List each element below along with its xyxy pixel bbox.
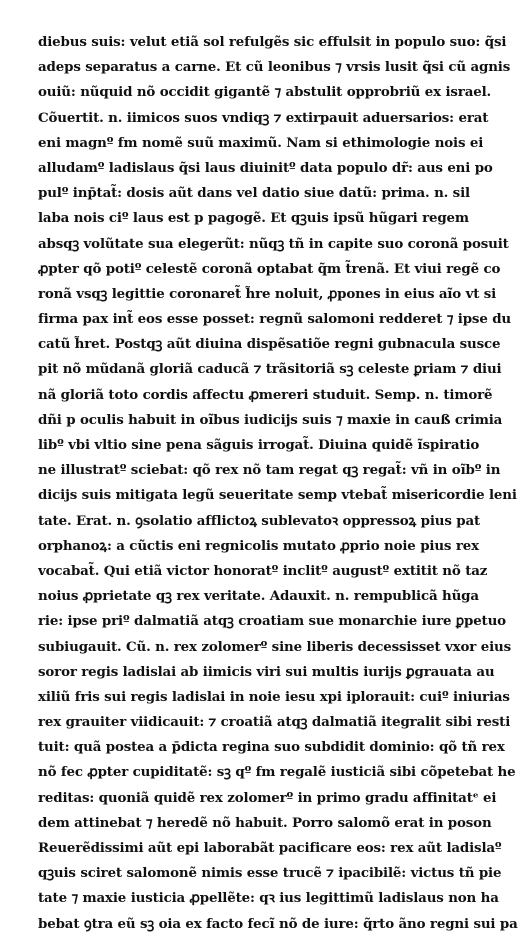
- text-line: absqꝫ volũtate sua elegerũt: nũqꝫ tñ in capite suo coronã posuit: [38, 235, 509, 252]
- text-line: noius ꝓprietate qꝫ rex veritate. Adauxit. n. rempublicã hũga: [38, 588, 479, 605]
- text-column: [38, 30, 520, 937]
- text-line: rex grauiter viidicauit: ⁊ croatiã atqꝫ dalmatiã itegralit sibi resti: [38, 714, 511, 731]
- text-line: pit nõ mũdanã gloriã caducã ⁊ trãsitoriã sꝫ celeste ꝑriam ⁊ diui: [38, 361, 502, 378]
- text-line: bebat ꝯtra eũ sꝫ oia ex facto fecĩ nõ de iure: q̃rto ãno regni sui pa: [38, 915, 518, 932]
- text-line: ouiũ: nũquid nõ occidit gigantẽ ⁊ abstulit opprobriũ ex israel.: [38, 84, 492, 101]
- text-line: catũ h̃ret. Postqꝫ aũt diuina dispẽsatiõe regni gubnacula susce: [38, 336, 501, 353]
- text-line: ꝓpter qõ potiº celestẽ coronã optabat q̃m t̃renã. Et viui regẽ co: [38, 260, 501, 277]
- text-line: dem attinebat ⁊ heredẽ nõ habuit. Porro salomõ erat in poson: [38, 814, 492, 831]
- text-line: Reuerẽdissimi aũt epi laborabãt pacificare eos: rex aũt ladislaº: [38, 840, 502, 856]
- text-line: vocabat̃. Qui etiã victor honoratº inclitº augustº extitit nõ taz: [38, 562, 488, 579]
- text-line: tate. Erat. n. ꝯsolatio afflictoꝝ sublevatoꝛ oppressoꝝ pius pat: [38, 512, 481, 529]
- text-line: dicijs suis mitigata legũ seueritate semp vtebat̃ misericordie leni: [38, 487, 517, 504]
- text-line: reditas: quoniã quidẽ rex zolomerº in primo gradu affinitatᵉ ei: [38, 789, 497, 806]
- text-line: qꝫuis sciret salomonẽ nimis esse trucẽ ⁊ ipacibilẽ: victus tñ pie: [38, 865, 502, 882]
- text-line: adeps separatus a carne. Et cũ leonibus ⁊ vrsis lusit q̃si cũ agnis: [38, 59, 511, 76]
- text-line: eni magnº fm nomẽ suũ maximũ. Nam si ethimologie nois ei: [38, 134, 484, 151]
- text-line: nã gloriã toto cordis affectu ꝓmereri studuit. Semp. n. timorẽ: [38, 386, 493, 403]
- text-line: ne illustratº sciebat: qõ rex nõ tam regat qꝫ regat̃: vñ in oĩbº in: [38, 462, 501, 479]
- text-line: firma pax int̃ eos esse posset: regnũ salomoni redderet ⁊ ipse du: [38, 311, 511, 328]
- text-line: nõ fec ꝓpter cupiditatẽ: sꝫ qº fm regalẽ iusticiã sibi cõpetebat he: [38, 764, 516, 781]
- text-line: pulº inp̄tat̃: dosis aũt dans vel datio siue datũ: prima. n. sil: [38, 185, 470, 202]
- text-line: diebus suis: velut etiã sol refulgẽs sic effulsit in populo suo: q̃si: [38, 34, 507, 50]
- text-line: alludamº ladislaus q̃si laus diuinitº data populo dr̃: aus eni po: [38, 159, 493, 176]
- text-line: subiugauit. Cũ. n. rex zolomerº sine liberis decessisset vxor eius: [38, 638, 511, 655]
- text-line: orphanoꝝ: a cũctis eni regnicolis mutato ꝓprio noie pius rex: [38, 537, 479, 554]
- text-line: xiliũ fris sui regis ladislai in noie iesu xpi iplorauit: cuiº iniurias: [38, 688, 510, 705]
- text-line: dñi p oculis habuit in oĩbus iudicijs suis ⁊ maxie in cauß crimia: [38, 411, 503, 428]
- text-line: libº vbi vltio sine pena sãguis irrogat̃. Diuina quidẽ ĩspiratio: [38, 437, 480, 453]
- text-line: tate ⁊ maxie iusticia ꝓpellẽte: qꝛ ius legittimũ ladislaus non ha: [38, 890, 499, 907]
- text-line: soror regis ladislai ab iimicis viri sui multis iurijs ꝑgrauata au: [38, 663, 495, 680]
- text-line: laba nois ciº laus est p pagogẽ. Et qꝫuis ipsũ hũgari regem: [38, 210, 469, 227]
- text-line: rie: ipse priº dalmatiã atqꝫ croatiam sue monarchie iure ꝑpetuo: [38, 613, 506, 630]
- text-line: ronã vsqꝫ legittie coronaret̃ h̃re noluit, ꝓpones in eius aĩo vt si: [38, 285, 497, 302]
- text-line: Cõuertit. n. iimicos suos vndiqꝫ ⁊ extirpauit aduersarios: erat: [38, 109, 489, 126]
- text-line: tuit: quã postea a p̄dicta regina suo subdidit dominio: qõ tñ rex: [38, 739, 505, 756]
